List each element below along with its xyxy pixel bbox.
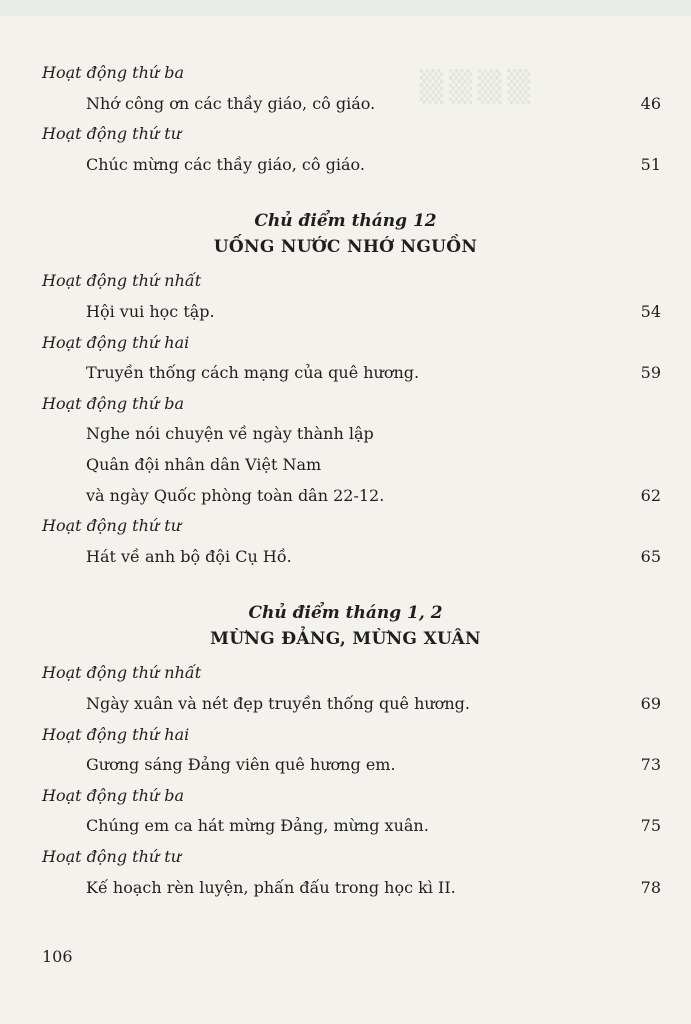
activity-label: Hoạt động thứ hai (42, 724, 190, 744)
toc-entry (0, 873, 691, 903)
entry-title: Nghe nói chuyện về ngày thành lập (86, 424, 374, 444)
show-through-decoration: ▒▒▒▒ (420, 70, 537, 105)
theme-label: Chủ điểm tháng 12 (254, 211, 437, 232)
entry-page-number: 73 (640, 755, 661, 775)
entry-page-number: 59 (640, 363, 661, 383)
toc-entry (0, 89, 691, 119)
toc-entry (0, 297, 691, 327)
toc-entry (0, 150, 691, 180)
entry-title: và ngày Quốc phòng toàn dân 22-12. (86, 485, 385, 505)
activity-label: Hoạt động thứ tư (42, 516, 182, 536)
entry-title: Hội vui học tập. (86, 302, 215, 321)
entry-title: Chúc mừng các thầy giáo, cô giáo. (86, 154, 365, 174)
activity-label: Hoạt động thứ hai (42, 332, 190, 352)
theme-title: UỐNG NƯỚC NHỚ NGUỒN (213, 237, 478, 258)
theme-title: MỪNG ĐẢNG, MỪNG XUÂN (210, 629, 481, 650)
entry-page-number: 62 (640, 485, 661, 505)
activity-label: Hoạt động thứ ba (42, 785, 185, 805)
toc-entry (0, 689, 691, 719)
toc-entry (0, 481, 691, 511)
activity-label: Hoạt động thứ nhất (42, 663, 202, 683)
toc-entry (0, 811, 691, 841)
activity-label: Hoạt động thứ ba (42, 63, 185, 82)
entry-page-number: 46 (640, 93, 661, 113)
entry-title: Hát về anh bộ đội Cụ Hồ. (86, 546, 292, 566)
entry-page-number: 69 (640, 694, 661, 713)
entry-title: Kế hoạch rèn luyện, phấn đấu trong học kì II. (86, 877, 456, 897)
entry-title: Nhớ công ơn các thầy giáo, cô giáo. (86, 93, 376, 113)
toc-entry (0, 450, 691, 480)
toc-entry (0, 419, 691, 449)
activity-label: Hoạt động thứ nhất (42, 271, 202, 291)
entry-page-number: 54 (640, 302, 661, 321)
entry-title: Gương sáng Đảng viên quê hương em. (86, 755, 396, 775)
page-number: 106 (42, 947, 73, 966)
toc-entry (0, 542, 691, 572)
entry-page-number: 75 (640, 816, 661, 836)
theme-label: Chủ điểm tháng 1, 2 (248, 603, 443, 624)
entry-page-number: 65 (640, 546, 661, 566)
toc-entry (0, 358, 691, 388)
entry-page-number: 78 (640, 877, 661, 897)
activity-label: Hoạt động thứ tư (42, 847, 182, 866)
entry-title: Ngày xuân và nét đẹp truyền thống quê hương. (86, 694, 470, 713)
entry-title: Truyền thống cách mạng của quê hương. (86, 363, 420, 383)
entry-title: Chúng em ca hát mừng Đảng, mừng xuân. (86, 816, 429, 836)
activity-label: Hoạt động thứ tư (42, 124, 182, 144)
entry-page-number: 51 (640, 154, 661, 174)
toc-entry (0, 750, 691, 780)
activity-label: Hoạt động thứ ba (42, 393, 185, 413)
entry-title: Quân đội nhân dân Việt Nam (86, 455, 322, 474)
